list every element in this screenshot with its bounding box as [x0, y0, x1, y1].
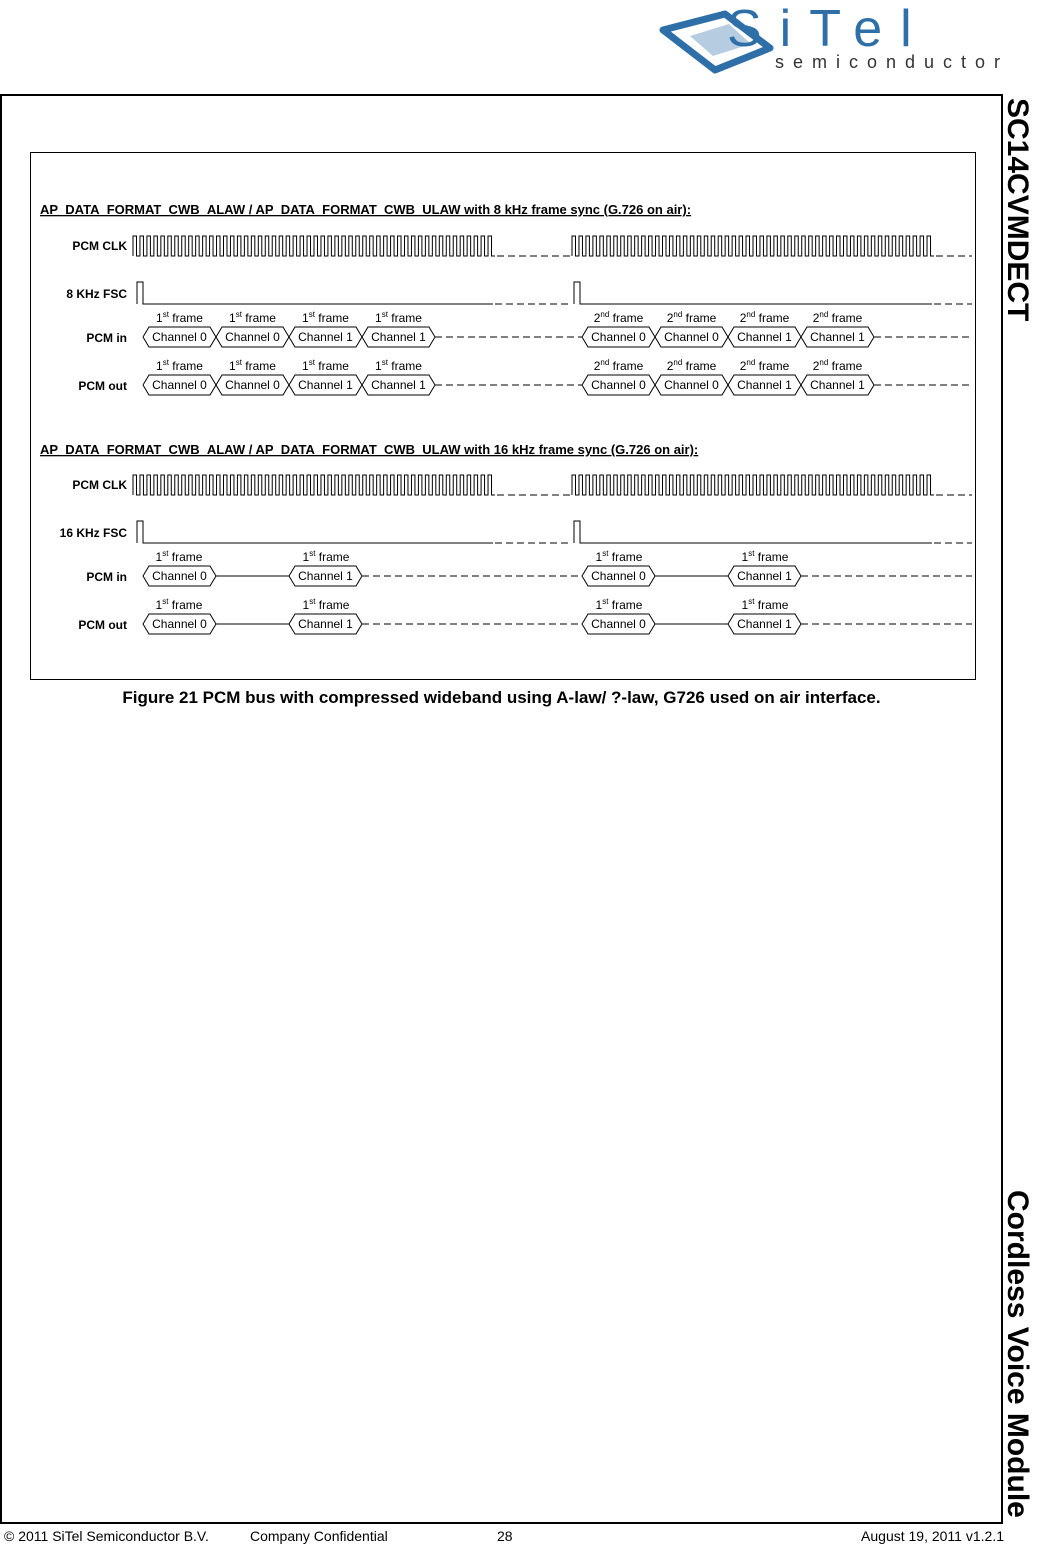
- fsc8-wave-b: [574, 282, 932, 304]
- pcm-out-1-ord-b3: 2nd frame: [812, 358, 863, 373]
- footer-copyright: © 2011 SiTel Semiconductor B.V.: [4, 1528, 209, 1544]
- pcm-out-2-ord-0: 1st frame: [155, 597, 203, 612]
- pcm-in-1-ord-a3: 1st frame: [375, 310, 422, 325]
- pcm-clk-wave-1a: [133, 236, 495, 256]
- pcm-out-1-chain-a-label-1: Channel 0: [225, 378, 280, 392]
- pcm-out-1-ord-b0: 2nd frame: [593, 358, 644, 373]
- pcm-in-1-ord-b2: 2nd frame: [739, 310, 790, 325]
- pcm-out-1-ord-b2: 2nd frame: [739, 358, 790, 373]
- pcm-clk-label-2: PCM CLK: [72, 478, 127, 492]
- footer-confidential: Company Confidential: [250, 1528, 388, 1544]
- pcm-in-1-chain-b-label-3: Channel 1: [810, 330, 865, 344]
- pcm-in-1-ord-b1: 2nd frame: [666, 310, 717, 325]
- pcm-in-1-chain-a-label-3: Channel 1: [371, 330, 426, 344]
- pcm-out-2-hex-0-label: Channel 0: [152, 617, 207, 631]
- pcm-in-1-chain-a-label-2: Channel 1: [298, 330, 353, 344]
- fsc16-label: 16 KHz FSC: [59, 526, 127, 540]
- logo-tagline: semiconductor: [775, 52, 1010, 72]
- section2-title: AP_DATA_FORMAT_CWB_ALAW / AP_DATA_FORMAT_CWB_ULAW with 16 kHz frame sync (G.726 on air):: [40, 442, 699, 457]
- fsc8-wave-a: [137, 282, 493, 304]
- pcm-clk-label-1: PCM CLK: [72, 239, 127, 253]
- pcm-out-1-ord-a1: 1st frame: [229, 358, 276, 373]
- logo-name: SiTel: [727, 0, 930, 58]
- pcm-clk-wave-2a: [133, 475, 495, 495]
- pcm-out-1-ord-b1: 2nd frame: [666, 358, 717, 373]
- pcm-out-1-chain-a-label-2: Channel 1: [298, 378, 353, 392]
- fsc16-wave-a: [137, 521, 493, 543]
- pcm-in-2-hex-0-label: Channel 0: [152, 569, 207, 583]
- pcm-in-2-ord-0: 1st frame: [155, 549, 203, 564]
- pcm-in-1-ord-a2: 1st frame: [302, 310, 349, 325]
- figure-caption: Figure 21 PCM bus with compressed wideband using A-law/ ?-law, G726 used on air interface.: [122, 688, 881, 707]
- pcm-in-1-chain-a-label-0: Channel 0: [152, 330, 207, 344]
- pcm-clk-wave-2b: [572, 475, 934, 495]
- pcm-in-1-chain-b-label-1: Channel 0: [664, 330, 719, 344]
- pcm-out-1-chain-b-label-1: Channel 0: [664, 378, 719, 392]
- timing-diagram: [0, 0, 1003, 700]
- pcm-in-2-label: PCM in: [86, 570, 127, 584]
- pcm-in-2-ord-1: 1st frame: [302, 549, 350, 564]
- fsc8-label: 8 KHz FSC: [66, 287, 127, 301]
- pcm-out-1-ord-a3: 1st frame: [375, 358, 422, 373]
- pcm-in-1-ord-b3: 2nd frame: [812, 310, 863, 325]
- pcm-in-1-label: PCM in: [86, 331, 127, 345]
- pcm-out-2-hex-2-label: Channel 0: [591, 617, 646, 631]
- side-title-module: Cordless Voice Module: [1001, 1190, 1034, 1518]
- pcm-out-1-label: PCM out: [78, 379, 127, 393]
- pcm-out-2-hex-3-label: Channel 1: [737, 617, 792, 631]
- pcm-in-1-ord-a0: 1st frame: [156, 310, 203, 325]
- pcm-clk-wave-1b: [572, 236, 934, 256]
- fsc16-wave-b: [574, 521, 932, 543]
- pcm-in-2-hex-1-label: Channel 1: [298, 569, 353, 583]
- pcm-out-1-chain-a-label-0: Channel 0: [152, 378, 207, 392]
- pcm-out-1-chain-b-label-2: Channel 1: [737, 378, 792, 392]
- pcm-out-1-chain-a-label-3: Channel 1: [371, 378, 426, 392]
- pcm-out-2-ord-2: 1st frame: [595, 597, 643, 612]
- pcm-out-1-chain-b-label-0: Channel 0: [591, 378, 646, 392]
- pcm-in-1-chain-a-label-1: Channel 0: [225, 330, 280, 344]
- pcm-out-1-ord-a0: 1st frame: [156, 358, 203, 373]
- side-title-product: SC14CVMDECT: [1001, 98, 1034, 322]
- pcm-out-2-hex-1-label: Channel 1: [298, 617, 353, 631]
- pcm-out-2-label: PCM out: [78, 618, 127, 632]
- pcm-in-2-ord-3: 1st frame: [741, 549, 789, 564]
- footer-date-version: August 19, 2011 v1.2.1: [861, 1528, 1004, 1544]
- pcm-out-2-ord-1: 1st frame: [302, 597, 350, 612]
- pcm-in-1-chain-b-label-0: Channel 0: [591, 330, 646, 344]
- pcm-out-1-chain-b-label-3: Channel 1: [810, 378, 865, 392]
- pcm-out-2-ord-3: 1st frame: [741, 597, 789, 612]
- pcm-in-1-chain-b-label-2: Channel 1: [737, 330, 792, 344]
- pcm-out-1-ord-a2: 1st frame: [302, 358, 349, 373]
- pcm-in-2-ord-2: 1st frame: [595, 549, 643, 564]
- pcm-in-2-hex-3-label: Channel 1: [737, 569, 792, 583]
- pcm-in-2-hex-2-label: Channel 0: [591, 569, 646, 583]
- footer-page-number: 28: [497, 1528, 513, 1544]
- pcm-in-1-ord-a1: 1st frame: [229, 310, 276, 325]
- section1-title: AP_DATA_FORMAT_CWB_ALAW / AP_DATA_FORMAT_CWB_ULAW with 8 kHz frame sync (G.726 on air):: [40, 202, 692, 217]
- pcm-in-1-ord-b0: 2nd frame: [593, 310, 644, 325]
